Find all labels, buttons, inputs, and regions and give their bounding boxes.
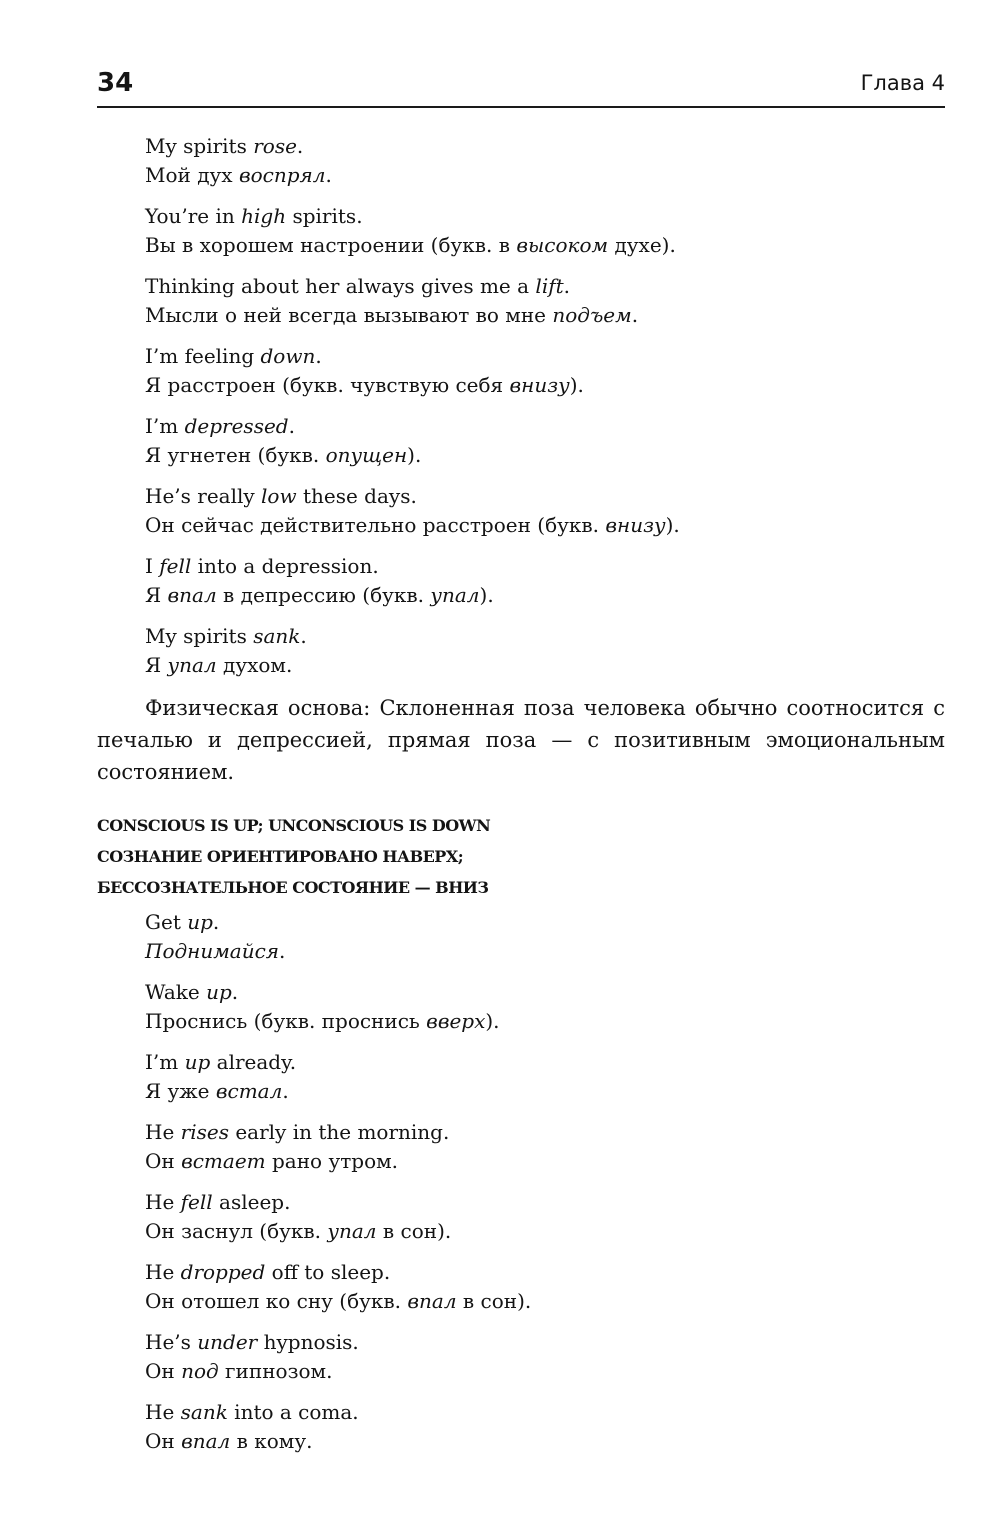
example-pair (145, 342, 945, 400)
example-russian: Мысли о ней всегда вызывают во мне подъем. (145, 303, 639, 327)
emphasized-word: sank (180, 1400, 228, 1424)
example-english: Get up. (145, 910, 220, 934)
emphasized-word: rose (253, 134, 297, 158)
emphasized-word: упал (167, 653, 217, 677)
emphasized-word: sank (253, 624, 301, 648)
example-english: My spirits sank. (145, 624, 307, 648)
emphasized-word: впал (167, 583, 217, 607)
emphasized-word: опущен (325, 443, 408, 467)
emphasized-word: fell (159, 554, 192, 578)
heading-line-russian-1: СОЗНАНИЕ ОРИЕНТИРОВАНО НАВЕРХ; (97, 847, 464, 866)
example-russian: Я угнетен (букв. опущен). (145, 443, 422, 467)
example-russian: Он заснул (букв. упал в сон). (145, 1219, 452, 1243)
example-english: He rises early in the morning. (145, 1120, 450, 1144)
emphasized-word: под (181, 1359, 219, 1383)
example-russian: Он встает рано утром. (145, 1149, 399, 1173)
emphasized-word: down (260, 344, 316, 368)
example-english: I’m depressed. (145, 414, 295, 438)
section-heading (97, 810, 945, 903)
example-english: Wake up. (145, 980, 239, 1004)
emphasized-word: впал (407, 1289, 457, 1313)
example-pair (145, 908, 945, 966)
example-english: Thinking about her always gives me a lift. (145, 274, 571, 298)
emphasized-word: впал (181, 1429, 231, 1453)
example-pair (145, 622, 945, 680)
example-pair (145, 1328, 945, 1386)
example-english: He sank into a coma. (145, 1400, 359, 1424)
emphasized-word: up (206, 980, 232, 1004)
example-russian: Поднимайся. (145, 939, 286, 963)
page-number: 34 (97, 68, 134, 98)
example-pair (145, 132, 945, 190)
emphasized-word: вверх (426, 1009, 486, 1033)
emphasized-word: up (187, 910, 213, 934)
example-pair (145, 1118, 945, 1176)
emphasized-word: высоком (516, 233, 609, 257)
heading-line-english: CONSCIOUS IS UP; UNCONSCIOUS IS DOWN (97, 816, 491, 835)
example-russian: Он отошел ко сну (букв. впал в сон). (145, 1289, 532, 1313)
emphasized-word: dropped (180, 1260, 266, 1284)
example-english: My spirits rose. (145, 134, 304, 158)
example-pair (145, 1258, 945, 1316)
example-pair (145, 552, 945, 610)
example-english: I’m up already. (145, 1050, 297, 1074)
example-pair (145, 482, 945, 540)
example-english: I fell into a depression. (145, 554, 379, 578)
example-russian: Он под гипнозом. (145, 1359, 333, 1383)
emphasized-word: depressed (184, 414, 289, 438)
example-russian: Я впал в депрессию (букв. упал). (145, 583, 494, 607)
example-russian: Вы в хорошем настроении (букв. в высоком духе). (145, 233, 676, 257)
example-pair (145, 1188, 945, 1246)
example-pair (145, 202, 945, 260)
emphasized-word: rises (180, 1120, 229, 1144)
example-english: I’m feeling down. (145, 344, 322, 368)
emphasized-word: low (261, 484, 297, 508)
example-russian: Я расстроен (букв. чувствую себя внизу). (145, 373, 584, 397)
heading-line-russian-2: БЕССОЗНАТЕЛЬНОЕ СОСТОЯНИЕ — ВНИЗ (97, 878, 489, 897)
emphasized-word: встает (181, 1149, 266, 1173)
emphasized-word: Поднимайся (145, 939, 280, 963)
example-pair (145, 272, 945, 330)
example-russian: Мой дух воспрял. (145, 163, 332, 187)
example-russian: Он впал в кому. (145, 1429, 313, 1453)
example-english: He’s really low these days. (145, 484, 417, 508)
emphasized-word: упал (327, 1219, 377, 1243)
example-english: He’s under hypnosis. (145, 1330, 359, 1354)
example-pair (145, 1048, 945, 1106)
physical-basis-paragraph: Физическая основа: Склоненная поза человека обычно соотносится с печалью и депрессией, прямая поза — с позитивным эмоциональным состоянием. (97, 696, 945, 784)
emphasized-word: high (241, 204, 287, 228)
example-pair (145, 412, 945, 470)
example-russian: Я упал духом. (145, 653, 293, 677)
emphasized-word: встал (215, 1079, 283, 1103)
emphasized-word: under (197, 1330, 258, 1354)
example-english: He fell asleep. (145, 1190, 291, 1214)
chapter-title: Глава 4 (860, 71, 945, 95)
emphasized-word: lift (535, 274, 564, 298)
example-english: He dropped off to sleep. (145, 1260, 391, 1284)
emphasized-word: воспрял (238, 163, 326, 187)
example-russian: Он сейчас действительно расстроен (букв. внизу). (145, 513, 680, 537)
emphasized-word: up (184, 1050, 211, 1074)
emphasized-word: упал (430, 583, 480, 607)
emphasized-word: внизу (509, 373, 570, 397)
emphasized-word: fell (180, 1190, 213, 1214)
emphasized-word: внизу (605, 513, 666, 537)
example-english: You’re in high spirits. (145, 204, 363, 228)
example-pair (145, 978, 945, 1036)
example-russian: Проснись (букв. проснись вверх). (145, 1009, 500, 1033)
example-pair (145, 1398, 945, 1456)
emphasized-word: подъем (552, 303, 632, 327)
page-header (97, 66, 945, 108)
example-russian: Я уже встал. (145, 1079, 289, 1103)
